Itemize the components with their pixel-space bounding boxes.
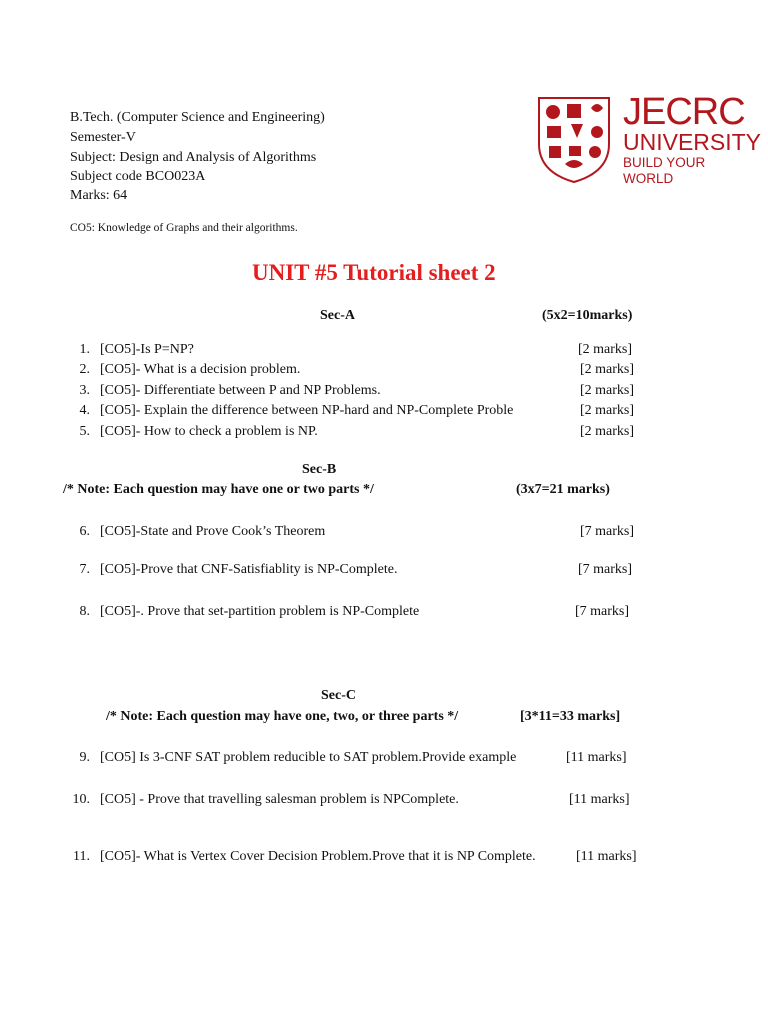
question-5-marks: [2 marks] [580, 424, 635, 439]
question-10: 10. [CO5] - Prove that travelling salesman problem is NPComplete. [72, 792, 459, 807]
question-6-marks: [7 marks] [580, 524, 635, 539]
program-line: B.Tech. (Computer Science and Engineering) [70, 110, 325, 125]
question-3: 3. [CO5]- Differentiate between P and NP Problems. [79, 383, 381, 398]
question-8: 8. [CO5]-. Prove that set-partition problem is NP-Complete [79, 604, 420, 619]
logo-tagline: BUILD YOUR WORLD [623, 155, 706, 186]
question-1-marks: [2 marks] [578, 342, 633, 357]
sec-b-marks: (3x7=21 marks) [516, 482, 610, 497]
course-outcome-note: CO5: Knowledge of Graphs and their algorithms. [70, 222, 298, 234]
question-8-marks: [7 marks] [575, 604, 630, 619]
sec-c-marks: [3*11=33 marks] [520, 709, 621, 724]
question-2-marks: [2 marks] [580, 362, 635, 377]
subject-line: Subject: Design and Analysis of Algorithms [70, 150, 317, 165]
sec-a-marks: (5x2=10marks) [542, 308, 633, 323]
sec-b-heading: Sec-B [302, 462, 337, 477]
question-11-marks: [11 marks] [576, 849, 637, 864]
sec-b-note: /* Note: Each question may have one or two parts */ [63, 482, 374, 497]
sec-c-note: /* Note: Each question may have one, two, or three parts */ [106, 709, 459, 724]
question-4-marks: [2 marks] [580, 403, 635, 418]
question-2: 2. [CO5]- What is a decision problem. [79, 362, 301, 377]
university-logo [535, 91, 762, 186]
emblem-icon [535, 94, 615, 184]
marks-line: Marks: 64 [70, 188, 128, 203]
question-9-marks: [11 marks] [566, 750, 627, 765]
sec-a-heading: Sec-A [320, 308, 355, 323]
page-title: UNIT #5 Tutorial sheet 2 [252, 260, 496, 285]
semester-line: Semester-V [70, 130, 136, 145]
question-1: 1. [CO5]-Is P=NP? [79, 342, 194, 357]
question-11: 11. [CO5]- What is Vertex Cover Decision Problem.Prove that it is NP Complete. [73, 849, 536, 864]
question-7-marks: [7 marks] [578, 562, 633, 577]
sec-c-heading: Sec-C [321, 688, 356, 703]
question-9: 9. [CO5] Is 3-CNF SAT problem reducible to SAT problem.Provide example [79, 750, 517, 765]
question-7: 7. [CO5]-Prove that CNF-Satisfiablity is NP-Complete. [79, 562, 398, 577]
question-5: 5. [CO5]- How to check a problem is NP. [79, 424, 318, 439]
logo-name: JECRC [623, 91, 745, 133]
question-6: 6. [CO5]-State and Prove Cook’s Theorem [79, 524, 326, 539]
logo-subtitle: UNIVERSITY [623, 129, 762, 155]
question-4: 4. [CO5]- Explain the difference between NP-hard and NP-Complete Proble [79, 403, 514, 418]
subject-code-line: Subject code BCO023A [70, 169, 206, 184]
question-10-marks: [11 marks] [569, 792, 630, 807]
question-3-marks: [2 marks] [580, 383, 635, 398]
